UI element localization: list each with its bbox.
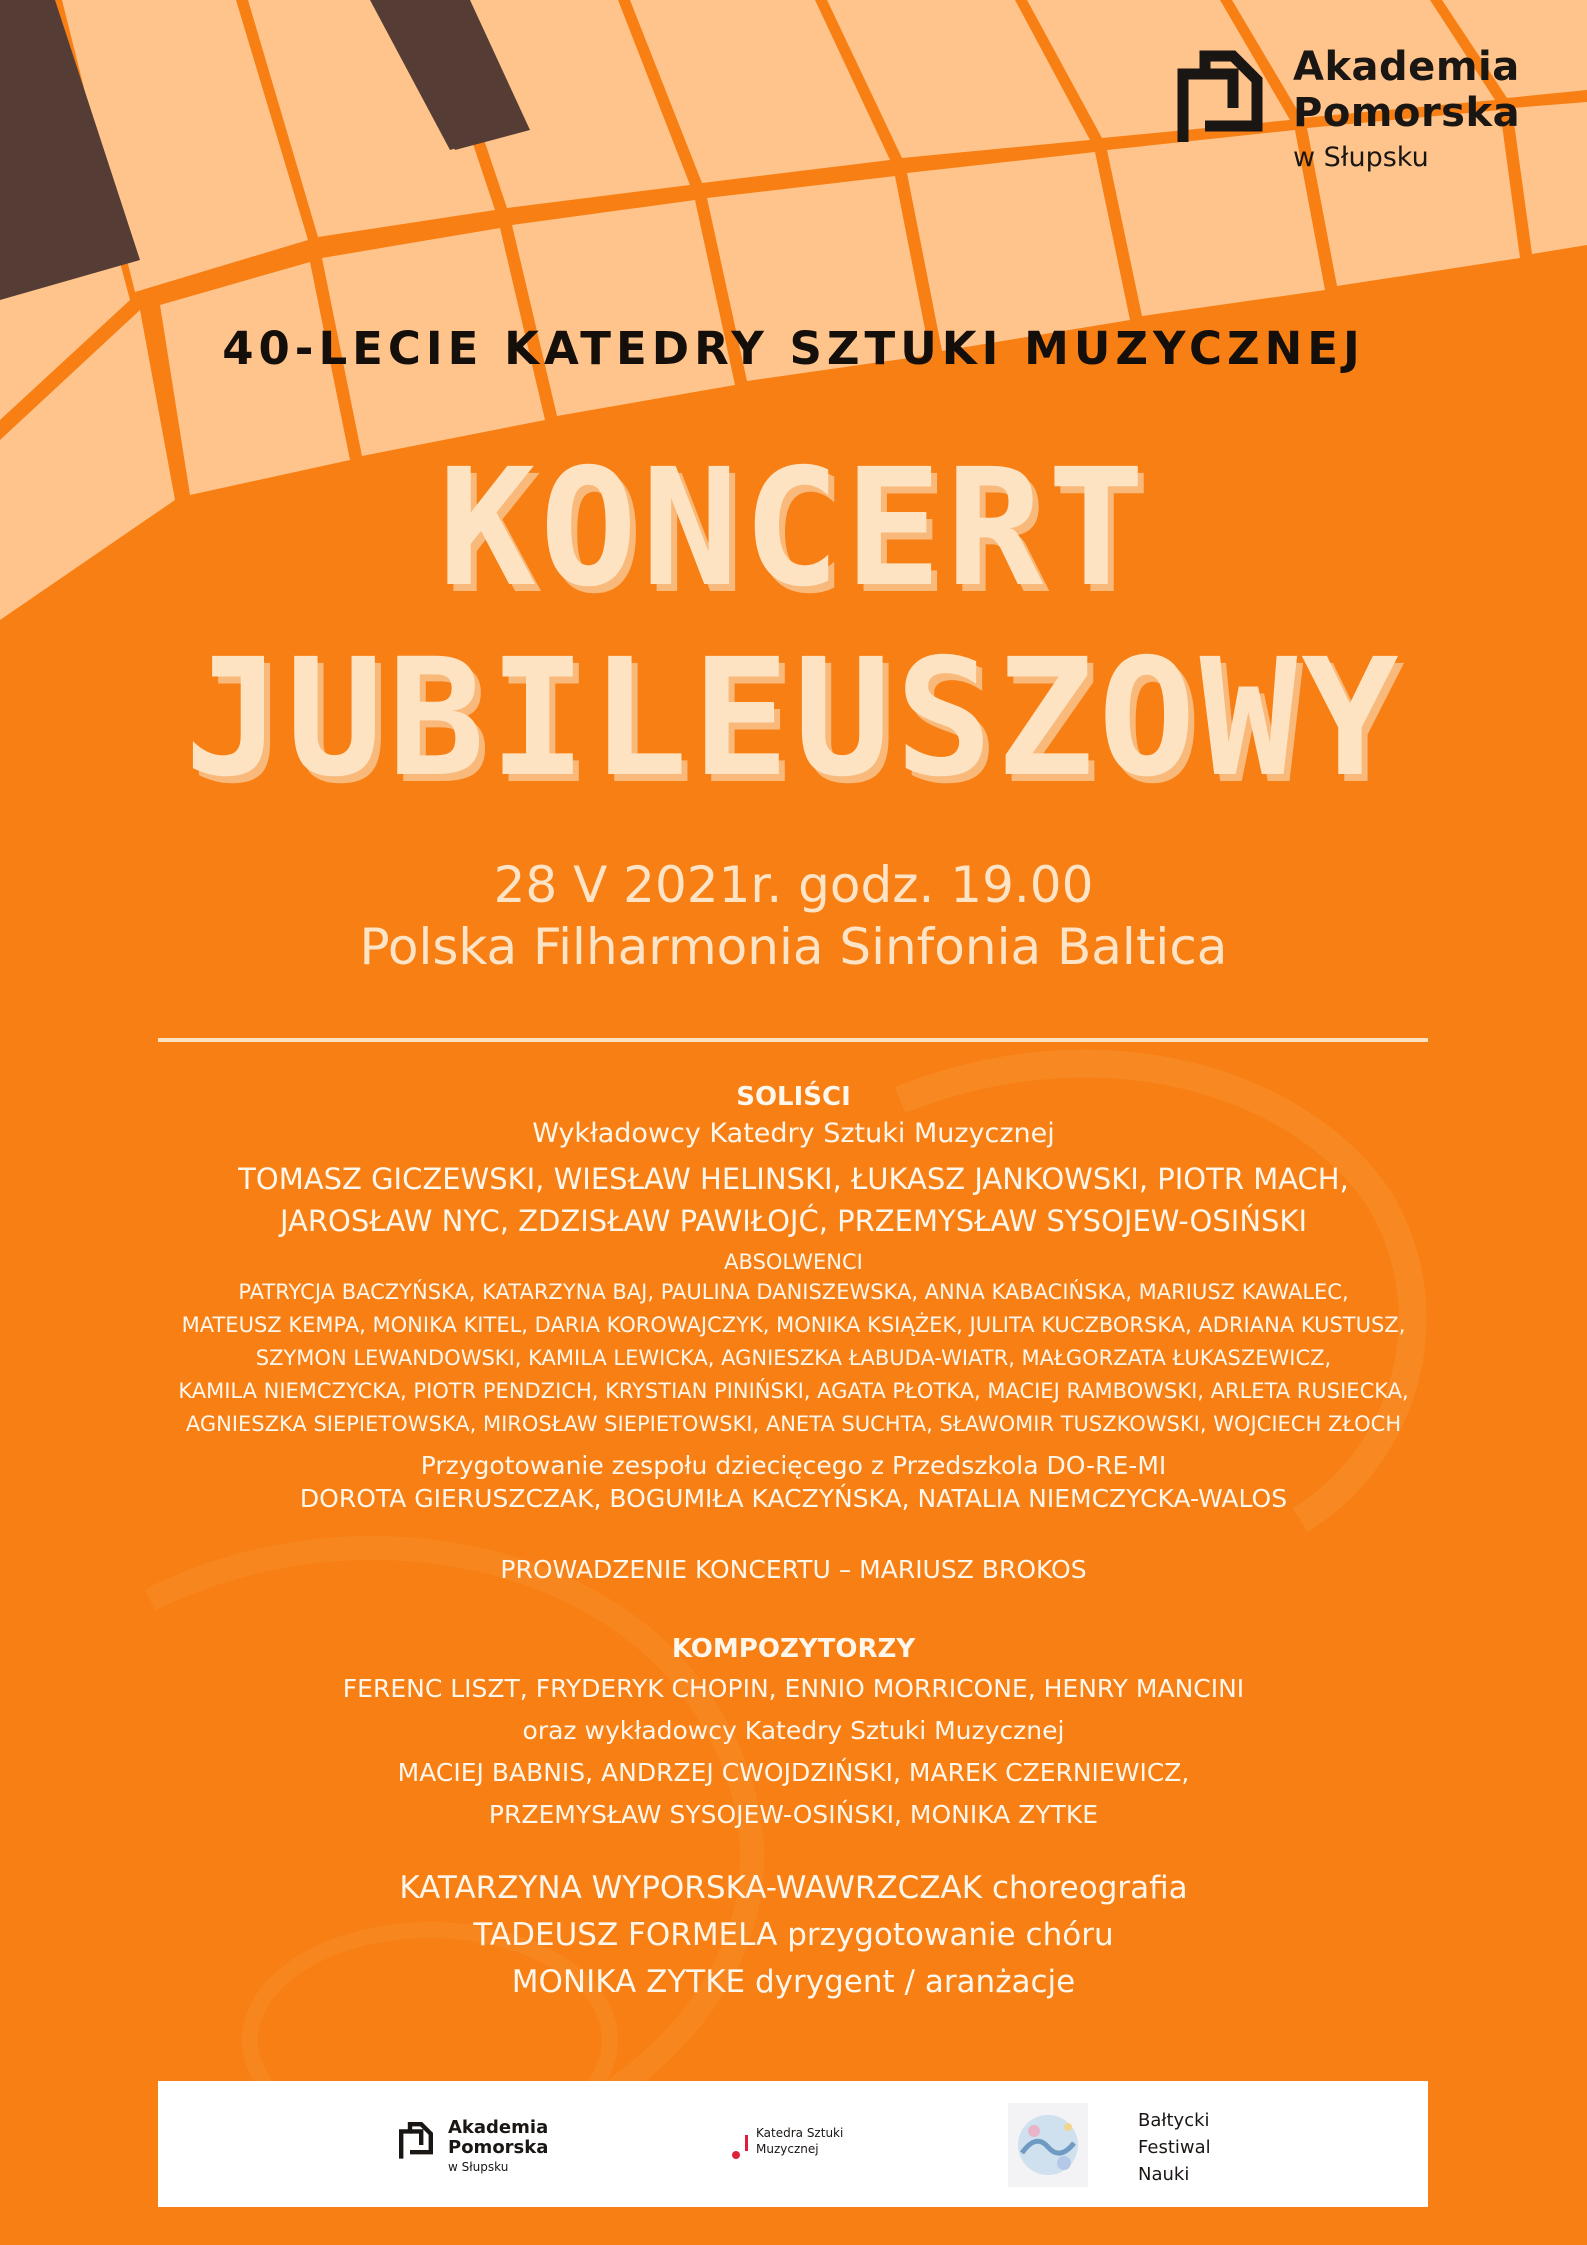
music-note-icon: [730, 2131, 752, 2163]
event-date-time: 28 V 2021r. godz. 19.00: [493, 856, 1094, 914]
katedra-sztuki-muzycznej-logo: [730, 2123, 880, 2173]
graduates-line: KAMILA NIEMCZYCKA, PIOTR PENDZICH, KRYSTIAN PINIŃSKI, AGATA PŁOTKA, MACIEJ RAMBOWSKI, ARLETA RUSIECKA,: [178, 1379, 1409, 1403]
staff-role: choreografia: [991, 1870, 1188, 1906]
partners-footer: [158, 2081, 1428, 2207]
concert-host: [0, 1555, 1587, 1584]
lecturers-line: JAROSŁAW NYC, ZDZISŁAW PAWIŁOJĆ, PRZEMYSŁAW SYSOJEW-OSIŃSKI: [279, 1204, 1308, 1238]
staff-line: [0, 1917, 1587, 1964]
divider: [158, 1038, 1428, 1042]
graduates-line: MATEUSZ KEMPA, MONIKA KITEL, DARIA KOROWAJCZYK, MONIKA KSIĄŻEK, JULITA KUCZBORSKA, ADRIANA KUSTUSZ,: [181, 1313, 1406, 1337]
anniversary-subtitle: 40-LECIE KATEDRY SZTUKI MUZYCZNEJ: [222, 322, 1365, 375]
ksm-logo-line-1: Katedra Sztuki: [756, 2126, 844, 2140]
staff-name: KATARZYNA WYPORSKA-WAWRZCZAK: [399, 1870, 983, 1906]
graduates-line: PATRYCJA BACZYŃSKA, KATARZYNA BAJ, PAULINA DANISZEWSKA, ANNA KABACIŃSKA, MARIUSZ KAWALEC,: [238, 1280, 1349, 1304]
piano-key-band: [512, 200, 735, 416]
lecturers-label: Wykładowcy Katedry Sztuki Muzycznej: [532, 1118, 1055, 1149]
children-ensemble: [0, 1451, 1587, 1513]
lecturers-line: TOMASZ GICZEWSKI, WIESŁAW HELINSKI, ŁUKASZ JANKOWSKI, PIOTR MACH,: [238, 1162, 1349, 1196]
title-line-2: JUBILEUSZOWY: [184, 625, 1403, 813]
composers-line: oraz wykładowcy Katedry Sztuki Muzycznej: [522, 1716, 1065, 1745]
logo-line-1: Akademia: [1293, 44, 1520, 90]
graduates-line: AGNIESZKA SIEPIETOWSKA, MIROSŁAW SIEPIETOWSKI, ANETA SUCHTA, SŁAWOMIR TUSZKOWSKI, WOJCIECH ZŁOCH: [185, 1412, 1402, 1436]
staff-role: przygotowanie chóru: [787, 1917, 1114, 1953]
composers-section: [0, 1634, 1587, 1829]
staff-line: [0, 1964, 1587, 2000]
footer-logo-line-2: Pomorska: [448, 2137, 549, 2158]
logo-line-3: w Słupsku: [1293, 142, 1429, 173]
event-venue: Polska Filharmonia Sinfonia Baltica: [359, 918, 1228, 976]
logo-line-2: Pomorska: [1293, 90, 1521, 136]
staff-section: [0, 1870, 1587, 2000]
composers-heading: KOMPOZYTORZY: [671, 1634, 916, 1664]
footer-akademia-pomorska-logo: [398, 2117, 598, 2181]
baltycki-festiwal-nauki-logo-image: [1008, 2103, 1088, 2187]
soloists-heading: SOLIŚCI: [736, 1082, 851, 1112]
akademia-pomorska-logo-mark-icon: [1175, 48, 1265, 148]
akademia-pomorska-logo: [1175, 42, 1555, 182]
soloists-section: [0, 1082, 1587, 1441]
staff-role: dyrygent / aranżacje: [755, 1964, 1076, 2000]
footer-logo-line-1: Akademia: [448, 2117, 549, 2138]
baltycki-festiwal-nauki-logo: [1138, 2107, 1258, 2187]
bfn-line-3: Nauki: [1138, 2164, 1190, 2185]
children-ensemble-names: DOROTA GIERUSZCZAK, BOGUMIŁA KACZYŃSKA, NATALIA NIEMCZYCKA-WALOS: [299, 1484, 1288, 1513]
graduates-label: ABSOLWENCI: [724, 1250, 863, 1274]
akademia-pomorska-logo-mark-icon: [398, 2121, 434, 2161]
graduates-line: SZYMON LEWANDOWSKI, KAMILA LEWICKA, AGNIESZKA ŁABUDA-WIATR, MAŁGORZATA ŁUKASZEWICZ,: [255, 1346, 1332, 1370]
staff-line: [0, 1870, 1587, 1917]
footer-logo-line-3: w Słupsku: [448, 2160, 509, 2174]
bfn-line-2: Festiwal: [1138, 2137, 1211, 2158]
title-line-1: KONCERT: [438, 435, 1149, 623]
composers-line: MACIEJ BABNIS, ANDRZEJ CWOJDZIŃSKI, MAREK CZERNIEWICZ,: [397, 1758, 1190, 1787]
composers-line: PRZEMYSŁAW SYSOJEW-OSIŃSKI, MONIKA ZYTKE: [488, 1800, 1099, 1829]
bfn-line-1: Bałtycki: [1138, 2110, 1210, 2131]
children-ensemble-label: Przygotowanie zespołu dziecięcego z Przedszkola DO-RE-MI: [420, 1451, 1167, 1480]
concert-host-text: PROWADZENIE KONCERTU – MARIUSZ BROKOS: [500, 1555, 1087, 1584]
staff-name: TADEUSZ FORMELA: [473, 1917, 778, 1953]
composers-line: FERENC LISZT, FRYDERYK CHOPIN, ENNIO MORRICONE, HENRY MANCINI: [342, 1674, 1245, 1703]
ksm-logo-line-2: Muzycznej: [756, 2142, 819, 2156]
staff-name: MONIKA ZYTKE: [511, 1964, 746, 2000]
